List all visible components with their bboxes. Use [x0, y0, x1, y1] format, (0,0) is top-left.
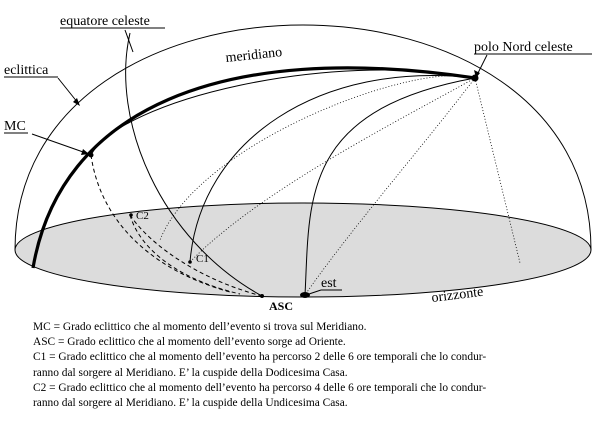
label-orizzonte: orizzonte — [430, 284, 485, 306]
caption-line-mc: MC = Grado eclittico che al momento dell’evento si trova sul Meridiano. — [33, 321, 367, 333]
label-meridiano: meridiano — [224, 45, 283, 66]
caption-line-c2-cont: ranno dal sorgere al Meridiano. E’ la cuspide della Undicesima Casa. — [33, 397, 348, 410]
asc-point — [260, 294, 264, 298]
caption-line-c2: C2 = Grado eclittico che al momento dell’evento ha percorso 4 delle 6 ore temporali che lo condur- — [33, 381, 487, 394]
label-eclittica: eclittica — [4, 63, 49, 78]
label-asc: ASC — [269, 299, 294, 310]
caption-line-c1: C1 = Grado eclittico che al momento dell’evento ha percorso 2 delle 6 ore temporali che lo condur- — [33, 351, 487, 364]
eclittica-leader — [58, 78, 78, 103]
caption-line-c1-cont: ranno dal sorgere al Meridiano. E’ la cuspide della Dodicesima Casa. — [33, 366, 348, 379]
c1-point — [188, 260, 192, 264]
caption-legend — [33, 320, 593, 411]
label-c1: C1 — [196, 253, 209, 265]
horizon-plane — [15, 203, 591, 297]
c2-point — [129, 213, 133, 217]
east-point — [300, 292, 310, 298]
meridian-arc-1 — [91, 70, 475, 155]
mc-point — [89, 153, 94, 158]
equator-leader — [125, 30, 133, 52]
caption-line-asc: ASC = Grado eclittico che al momento dell’evento sorge ad Oriente. — [33, 336, 346, 349]
label-c2: C2 — [136, 210, 149, 222]
label-est: est — [321, 276, 337, 291]
label-mc: MC — [4, 119, 26, 134]
mc-arrow — [81, 149, 89, 155]
label-equatore-celeste: equatore celeste — [60, 14, 150, 29]
label-polo-nord-celeste: polo Nord celeste — [474, 40, 573, 55]
polo-leader — [477, 55, 487, 75]
